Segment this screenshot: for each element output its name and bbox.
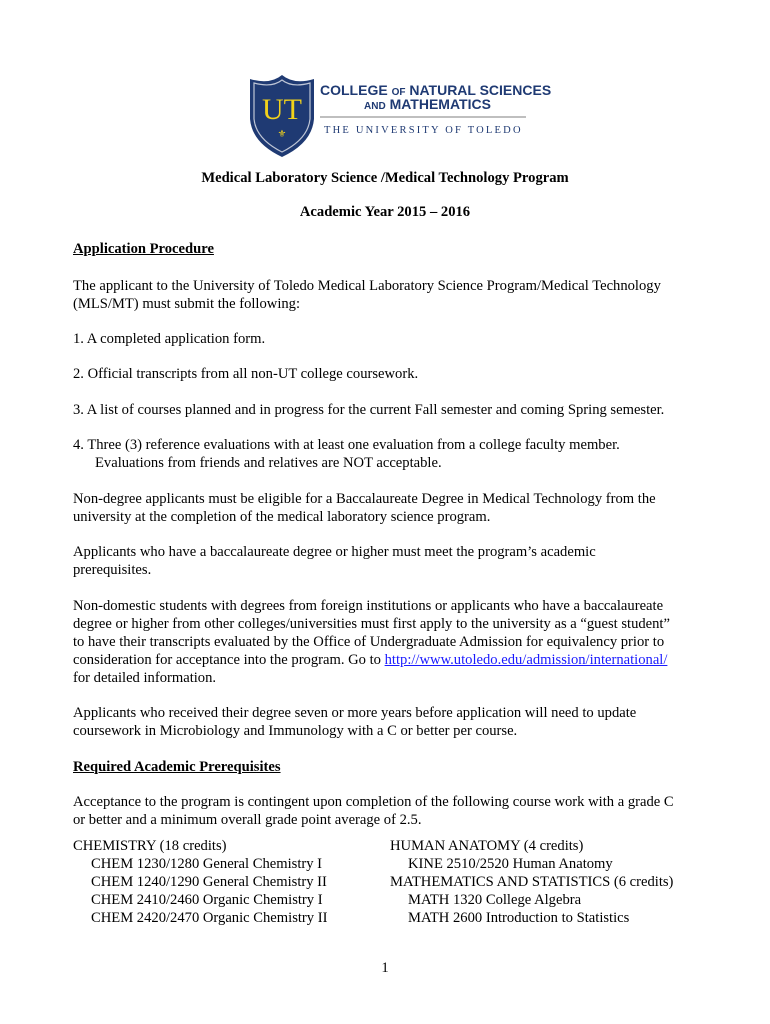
seven-years-paragraph: Applicants who received their degree seven or more years before application will need to update coursework in Microbiology and Immunology with a C or better per course. [73,705,637,739]
prerequisites-intro: Acceptance to the program is contingent upon completion of the following course work with a grade C or better and a minimum overall grade point average of 2.5. [73,794,674,828]
intro-paragraph: The applicant to the University of Toledo Medical Laboratory Science Program/Medical Technology (MLS/MT) must submit the following: [73,278,661,312]
college-logo [246,73,552,157]
list-item: 4. Three (3) reference evaluations with at least one evaluation from a college faculty member. Evaluations from friends and relatives are NOT acceptable. [73,437,620,471]
prerequisites-heading: Required Academic Prerequisites [73,759,281,775]
list-item: 1. A completed application form. [73,331,266,347]
baccalaureate-paragraph: Applicants who have a baccalaureate degree or higher must meet the program’s academic prerequisites. [73,544,596,578]
application-heading: Application Procedure [73,241,214,257]
list-item: 3. A list of courses planned and in progress for the current Fall semester and coming Spring semester. [73,402,665,418]
document-title: Medical Laboratory Science /Medical Technology Program [201,170,569,186]
nondomestic-paragraph: Non-domestic students with degrees from foreign institutions or applicants who have a baccalaureate degree or higher from other colleges/universities must first apply to the university as a “guest student” to have their transcripts evaluated by the Office of Undergraduate Admission for equivalency prior to consideration for acceptance into the program. Go to http://www.utoledo.edu/admission/international/ for detailed information. [73,598,670,686]
nondegree-paragraph: Non-degree applicants must be eligible for a Baccalaureate Degree in Medical Technology from the university at the completion of the medical laboratory science program. [73,491,656,525]
svg-text:AND MATHEMATICS: AND MATHEMATICS [364,96,491,112]
svg-text:UT: UT [262,93,302,126]
svg-text:⚜: ⚜ [277,129,287,140]
list-item: 2. Official transcripts from all non-UT college coursework. [73,366,419,382]
svg-text:COLLEGE OF NATURAL SCIENCES: COLLEGE OF NATURAL SCIENCES [320,82,552,98]
chemistry-requirements: CHEMISTRY (18 credits) CHEM 1230/1280 General Chemistry I CHEM 1240/1290 General Chemistry II CHEM 2410/2460 Organic Chemistry I CHEM 2420/2470 Organic Chemistry II [73,838,328,926]
international-admission-link[interactable]: http://www.utoledo.edu/admission/international/ [384,652,668,668]
academic-year: Academic Year 2015 – 2016 [299,204,471,220]
page-number: 1 [381,960,389,976]
svg-text:THE UNIVERSITY OF TOLEDO: THE UNIVERSITY OF TOLEDO [324,125,523,136]
anatomy-math-requirements: HUMAN ANATOMY (4 credits) KINE 2510/2520 Human Anatomy MATHEMATICS AND STATISTICS (6 credits) MATH 1320 College Algebra MATH 2600 Introduction to Statistics [390,838,674,926]
